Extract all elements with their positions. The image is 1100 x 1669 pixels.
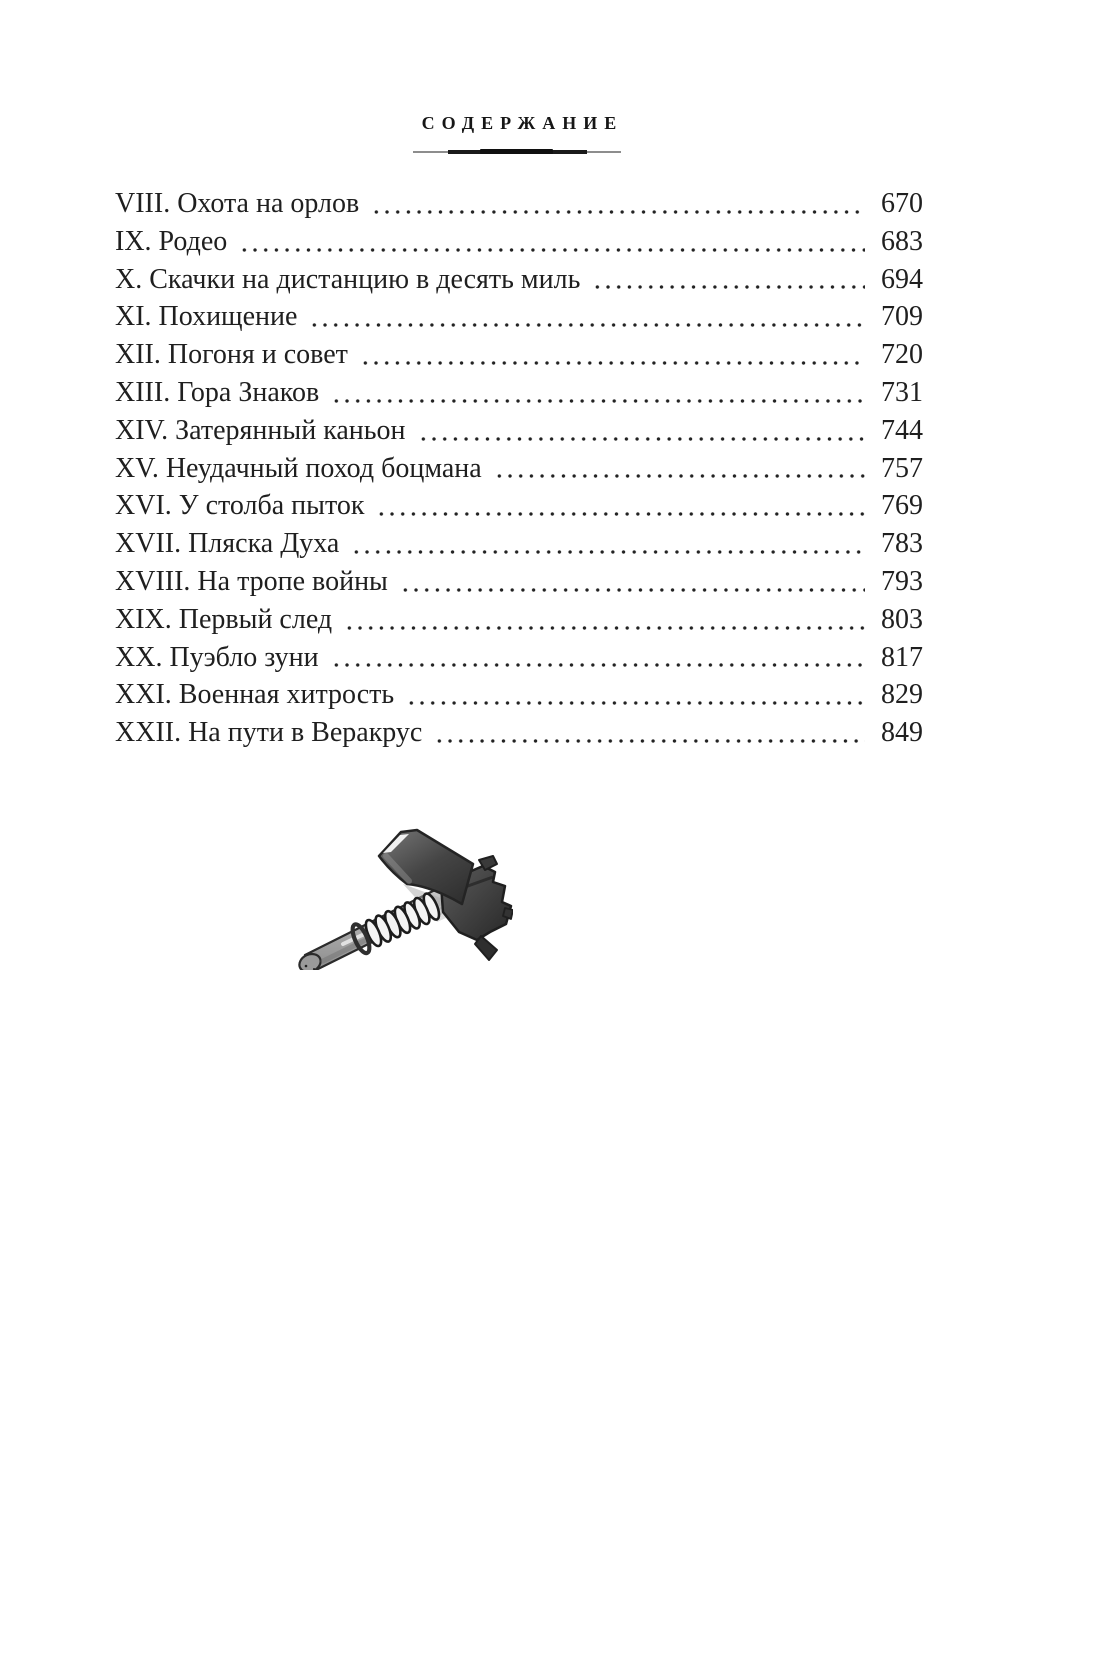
toc-entry-title: XIX. Первый след: [115, 603, 333, 635]
page-header: [115, 113, 923, 133]
toc-entry-page: 803: [881, 603, 923, 635]
toc-entry: [115, 374, 923, 412]
toc-entry-page: 817: [881, 641, 923, 673]
table-of-contents: [115, 185, 923, 752]
dot-leader: [406, 676, 865, 714]
toc-entry-title: XII. Погоня и совет: [115, 339, 348, 371]
dot-leader: [376, 487, 865, 525]
toc-entry-page: 783: [881, 528, 923, 560]
dot-leader: [371, 185, 865, 223]
dot-leader: [418, 412, 865, 450]
rule-thick-segment: [480, 149, 553, 154]
dot-leader: [309, 298, 865, 336]
toc-entry-page: 769: [881, 490, 923, 522]
dot-leader: [331, 639, 865, 677]
toc-entry-page: 757: [881, 452, 923, 484]
dot-leader: [351, 525, 865, 563]
toc-entry-title: XXII. На пути в Веракрус: [115, 717, 423, 749]
toc-entry-page: 694: [881, 263, 923, 295]
toc-entry: [115, 714, 923, 752]
toc-entry-page: 709: [881, 301, 923, 333]
decorative-rule: [413, 149, 621, 155]
toc-entry-title: XV. Неудачный поход боцмана: [115, 452, 482, 484]
toc-entry-title: VIII. Охота на орлов: [115, 188, 360, 219]
dot-leader: [360, 336, 865, 374]
tomahawk-illustration: [283, 822, 513, 970]
toc-entry-page: 720: [881, 339, 923, 371]
toc-entry-page: 731: [881, 376, 923, 408]
toc-entry-title: IX. Родео: [115, 225, 228, 257]
toc-entry-title: XXI. Военная хитрость: [115, 679, 395, 711]
toc-entry: [115, 525, 923, 563]
dot-leader: [331, 374, 865, 412]
dot-leader: [400, 563, 865, 601]
toc-entry-title: XVII. Пляска Духа: [115, 528, 340, 560]
toc-entry: [115, 450, 923, 488]
toc-entry: [115, 563, 923, 601]
dot-leader: [494, 450, 865, 488]
dot-leader: [592, 261, 865, 299]
toc-entry-title: XVI. У столба пыток: [115, 490, 365, 522]
toc-entry-title: XIII. Гора Знаков: [115, 376, 320, 408]
dot-leader: [344, 601, 865, 639]
tomahawk-icon: [283, 822, 513, 970]
toc-entry-title: XI. Похищение: [115, 301, 298, 333]
toc-entry: [115, 487, 923, 525]
dot-leader: [434, 714, 865, 752]
dot-leader: [239, 223, 865, 261]
toc-entry: [115, 223, 923, 261]
toc-entry: [115, 336, 923, 374]
toc-entry: [115, 676, 923, 714]
toc-entry-page: 683: [881, 225, 923, 257]
toc-entry: [115, 298, 923, 336]
toc-entry: [115, 261, 923, 299]
toc-entry: [115, 601, 923, 639]
toc-entry-title: XVIII. На тропе войны: [115, 565, 388, 597]
toc-entry-title: X. Скачки на дистанцию в десять миль: [115, 263, 581, 295]
toc-entry-title: XIV. Затерянный каньон: [115, 414, 406, 446]
toc-entry-page: 670: [881, 188, 923, 219]
toc-entry-page: 744: [881, 414, 923, 446]
toc-entry: [115, 412, 923, 450]
toc-entry-page: 829: [881, 679, 923, 711]
toc-entry-page: 849: [881, 717, 923, 749]
toc-entry: [115, 639, 923, 677]
toc-entry-page: 793: [881, 565, 923, 597]
toc-entry-title: XX. Пуэбло зуни: [115, 641, 319, 673]
page-title: СОДЕРЖАНИЕ: [421, 113, 624, 133]
toc-entry: [115, 185, 923, 223]
